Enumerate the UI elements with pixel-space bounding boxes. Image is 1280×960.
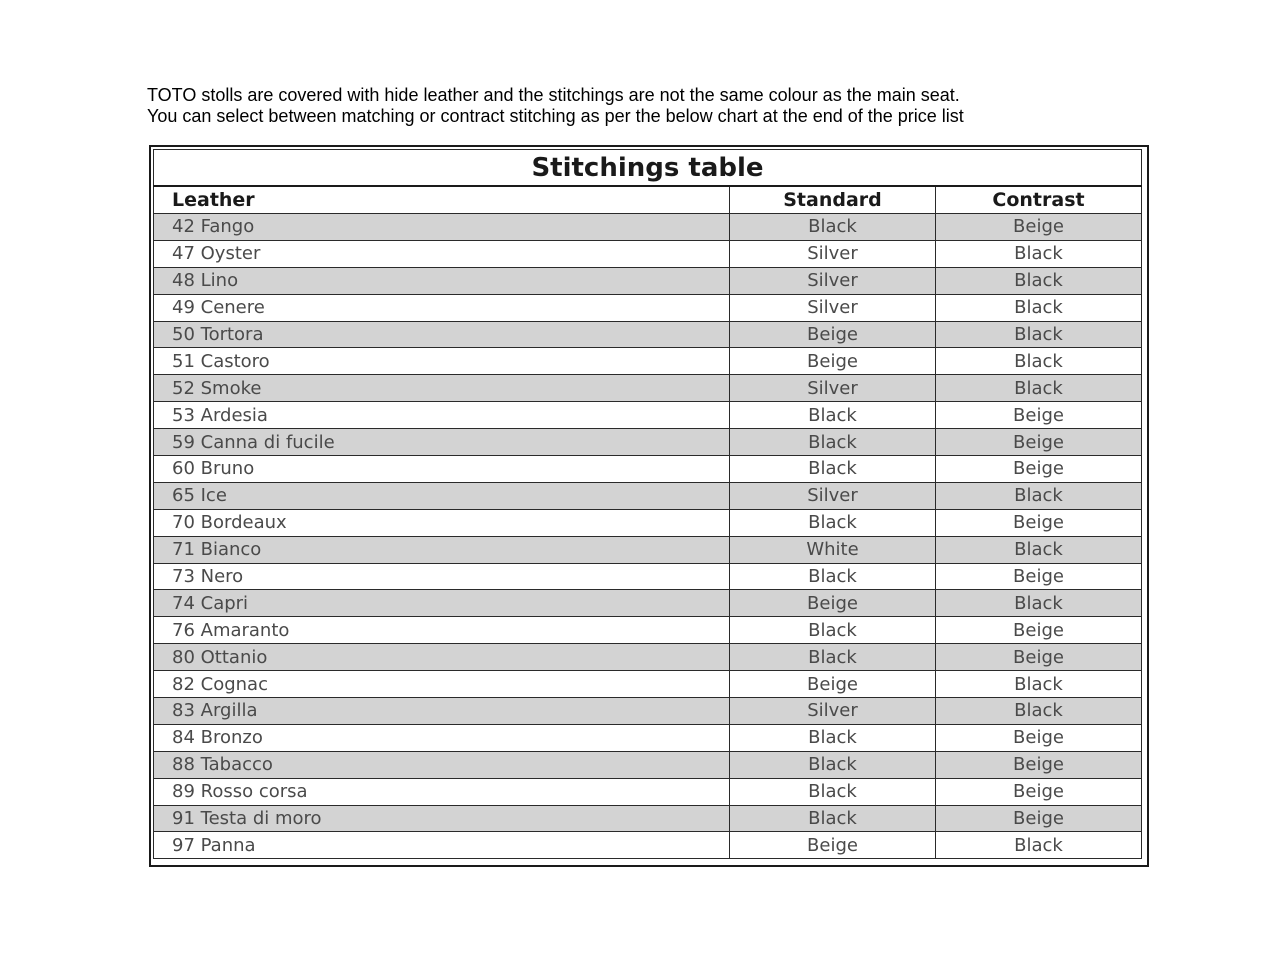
intro-line-1: TOTO stolls are covered with hide leather and the stitchings are not the same colour as the main seat.	[147, 85, 960, 105]
table-row	[154, 778, 1142, 805]
contrast-stitch-cell: Black	[936, 267, 1142, 294]
leather-cell: 51 Castoro	[154, 348, 730, 375]
standard-stitch-cell: Black	[730, 402, 936, 429]
leather-cell: 53 Ardesia	[154, 402, 730, 429]
stitchings-table-frame	[149, 145, 1149, 867]
table-row	[154, 563, 1142, 590]
leather-cell: 83 Argilla	[154, 698, 730, 725]
table-body	[154, 214, 1142, 859]
table-row	[154, 536, 1142, 563]
leather-cell: 73 Nero	[154, 563, 730, 590]
leather-cell: 49 Cenere	[154, 294, 730, 321]
table-row	[154, 429, 1142, 456]
table-row	[154, 375, 1142, 402]
table-row	[154, 590, 1142, 617]
table-row	[154, 267, 1142, 294]
table-row	[154, 805, 1142, 832]
contrast-stitch-cell: Black	[936, 294, 1142, 321]
leather-cell: 74 Capri	[154, 590, 730, 617]
leather-cell: 70 Bordeaux	[154, 509, 730, 536]
leather-cell: 97 Panna	[154, 832, 730, 859]
table-row	[154, 724, 1142, 751]
contrast-stitch-cell: Beige	[936, 563, 1142, 590]
table-header-row	[154, 186, 1142, 214]
standard-stitch-cell: Black	[730, 751, 936, 778]
standard-stitch-cell: Silver	[730, 240, 936, 267]
leather-cell: 52 Smoke	[154, 375, 730, 402]
table-row	[154, 832, 1142, 859]
contrast-stitch-cell: Black	[936, 536, 1142, 563]
leather-cell: 80 Ottanio	[154, 644, 730, 671]
contrast-stitch-cell: Black	[936, 348, 1142, 375]
standard-stitch-cell: Black	[730, 456, 936, 483]
table-title: Stitchings table	[154, 150, 1142, 187]
table-row	[154, 294, 1142, 321]
contrast-stitch-cell: Black	[936, 698, 1142, 725]
intro-text	[147, 85, 964, 127]
standard-stitch-cell: Black	[730, 805, 936, 832]
contrast-stitch-cell: Beige	[936, 214, 1142, 241]
standard-stitch-cell: Black	[730, 644, 936, 671]
contrast-stitch-cell: Black	[936, 832, 1142, 859]
table-row	[154, 402, 1142, 429]
table-row	[154, 698, 1142, 725]
table-title-row	[154, 150, 1142, 187]
table-row	[154, 644, 1142, 671]
standard-stitch-cell: White	[730, 536, 936, 563]
leather-cell: 71 Bianco	[154, 536, 730, 563]
table-row	[154, 456, 1142, 483]
table-row	[154, 751, 1142, 778]
contrast-stitch-cell: Beige	[936, 778, 1142, 805]
leather-cell: 42 Fango	[154, 214, 730, 241]
header-leather: Leather	[154, 186, 730, 214]
leather-cell: 84 Bronzo	[154, 724, 730, 751]
leather-cell: 48 Lino	[154, 267, 730, 294]
leather-cell: 50 Tortora	[154, 321, 730, 348]
contrast-stitch-cell: Black	[936, 482, 1142, 509]
standard-stitch-cell: Silver	[730, 482, 936, 509]
contrast-stitch-cell: Black	[936, 375, 1142, 402]
contrast-stitch-cell: Beige	[936, 751, 1142, 778]
contrast-stitch-cell: Beige	[936, 724, 1142, 751]
header-standard: Standard	[730, 186, 936, 214]
table-row	[154, 509, 1142, 536]
contrast-stitch-cell: Beige	[936, 509, 1142, 536]
table-row	[154, 482, 1142, 509]
leather-cell: 82 Cognac	[154, 671, 730, 698]
standard-stitch-cell: Black	[730, 563, 936, 590]
contrast-stitch-cell: Black	[936, 671, 1142, 698]
leather-cell: 76 Amaranto	[154, 617, 730, 644]
standard-stitch-cell: Silver	[730, 267, 936, 294]
contrast-stitch-cell: Beige	[936, 456, 1142, 483]
leather-cell: 59 Canna di fucile	[154, 429, 730, 456]
standard-stitch-cell: Silver	[730, 375, 936, 402]
standard-stitch-cell: Beige	[730, 671, 936, 698]
contrast-stitch-cell: Beige	[936, 402, 1142, 429]
standard-stitch-cell: Black	[730, 617, 936, 644]
standard-stitch-cell: Beige	[730, 590, 936, 617]
leather-cell: 88 Tabacco	[154, 751, 730, 778]
standard-stitch-cell: Silver	[730, 698, 936, 725]
contrast-stitch-cell: Beige	[936, 644, 1142, 671]
stitchings-table	[153, 149, 1142, 859]
leather-cell: 47 Oyster	[154, 240, 730, 267]
leather-cell: 65 Ice	[154, 482, 730, 509]
standard-stitch-cell: Beige	[730, 321, 936, 348]
table-row	[154, 617, 1142, 644]
contrast-stitch-cell: Black	[936, 240, 1142, 267]
table-row	[154, 348, 1142, 375]
table-row	[154, 240, 1142, 267]
intro-line-2: You can select between matching or contract stitching as per the below chart at the end of the price list	[147, 106, 964, 126]
standard-stitch-cell: Beige	[730, 832, 936, 859]
leather-cell: 60 Bruno	[154, 456, 730, 483]
contrast-stitch-cell: Beige	[936, 805, 1142, 832]
contrast-stitch-cell: Beige	[936, 429, 1142, 456]
standard-stitch-cell: Black	[730, 778, 936, 805]
contrast-stitch-cell: Black	[936, 321, 1142, 348]
standard-stitch-cell: Black	[730, 509, 936, 536]
standard-stitch-cell: Black	[730, 724, 936, 751]
standard-stitch-cell: Beige	[730, 348, 936, 375]
table-row	[154, 321, 1142, 348]
leather-cell: 91 Testa di moro	[154, 805, 730, 832]
standard-stitch-cell: Silver	[730, 294, 936, 321]
contrast-stitch-cell: Black	[936, 590, 1142, 617]
standard-stitch-cell: Black	[730, 429, 936, 456]
header-contrast: Contrast	[936, 186, 1142, 214]
table-row	[154, 214, 1142, 241]
leather-cell: 89 Rosso corsa	[154, 778, 730, 805]
contrast-stitch-cell: Beige	[936, 617, 1142, 644]
table-row	[154, 671, 1142, 698]
standard-stitch-cell: Black	[730, 214, 936, 241]
